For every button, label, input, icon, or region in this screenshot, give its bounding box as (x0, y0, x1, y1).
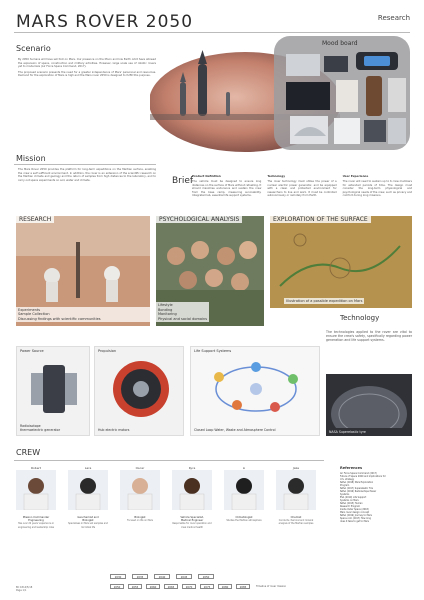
reference-line: ESA (2019) Life Support (340, 496, 367, 499)
crew-divider (14, 460, 324, 461)
reference-line: NASA (2018) Mars Exploration (340, 481, 374, 484)
timeline-year: 2040 (154, 574, 170, 579)
propulsion-panel (94, 346, 184, 436)
mission-heading: Mission (16, 154, 46, 163)
reference-line: Future of Space 2060 and implications for (340, 475, 386, 478)
timeline-year: 2085 (236, 584, 250, 589)
reference-line: NASA (2019) Journey to Mars (340, 514, 372, 517)
crew-portrait (120, 470, 160, 510)
reference-line: Systems on Mars (340, 499, 359, 502)
moodboard (150, 34, 412, 152)
technology-heading: Technology (340, 314, 380, 322)
psychology-panel (156, 216, 264, 326)
hub-motor-image (109, 357, 173, 421)
tyre-caption: NASA Superelastic tyre (329, 430, 366, 434)
power-source-caption (20, 424, 60, 432)
propulsion-caption: Hub electric motors (98, 428, 130, 432)
life-support-panel (190, 346, 320, 436)
timeline-note: Timeline of rover mission (256, 585, 287, 588)
timeline-year: 2045 (176, 574, 192, 579)
crew-card (68, 466, 108, 562)
exploration-heading: EXPLORATION OF THE SURFACE (270, 216, 371, 223)
reference-line: NASA (2015) Human (340, 502, 363, 505)
timeline-bottom (110, 584, 250, 589)
reference-line: does it take to get to Mars (340, 520, 369, 523)
power-source-caption-line: Radioisotope (20, 424, 41, 428)
timeline-top (110, 574, 214, 579)
crew-portrait (16, 470, 56, 510)
crew-role: Climatologist (235, 516, 253, 519)
timeline-year: 2035 (132, 574, 148, 579)
footer (16, 586, 32, 592)
superelastic-tyre-image (326, 374, 412, 428)
life-support-diagram (197, 357, 315, 421)
power-source-panel (16, 346, 90, 436)
crew-specialty: Biologist (82, 519, 94, 523)
brief-column (343, 174, 412, 198)
brief-column-text: The vehicle must be designed to ensure long distances on the surface of Mars without refuelling. It should maximise endurance and sustain the crew from the base camp, measuring survivability. Integrated lab, essential life support systems. (192, 180, 262, 198)
crew-role: Chemist (290, 516, 302, 519)
brief-column-text: The rover technology must utilise the power of a nuclear electric power generator, and be equipped with a clean and protected environment for researchers to live and work. It must be controlled autonomously or remotely from Earth. (267, 180, 337, 198)
crew-portrait (68, 470, 108, 510)
rtg-image (25, 359, 83, 419)
reference-line: U.S. strategy (340, 478, 355, 481)
timeline-year: 2050 (198, 574, 214, 579)
crew-note: Responsible for rover operation and crew medical health (172, 522, 212, 529)
scenario-text (18, 58, 156, 78)
crew-note: Specialises in Mars soil samples and microbial life (68, 522, 108, 529)
timeline-year: 2060 (146, 584, 160, 589)
reference-line: Research Program (340, 505, 360, 508)
reference-line: Systems (340, 493, 350, 496)
crew-name: Kyra (188, 466, 196, 470)
brief-column-heading: Technology (267, 174, 286, 178)
moodboard-heading: Mood board (322, 40, 358, 47)
crew-role: Geochemist and (77, 516, 99, 519)
reference-line: Mars rover design concept (340, 511, 370, 514)
research-heading: RESEARCH (16, 216, 54, 223)
timeline-year: 2030 (110, 574, 126, 579)
scenario-paragraph: By 2050 humans will have set foot on Mars. Our presence on the Moon and low Earth orbit have allowed the expansion of space, construction and military activities. However, large scale use of robotic rovers yet to modernize (Air Force Space Command, 2017). (18, 58, 156, 69)
brief-column-text: The rover will need to sustain up to 6 crew members for extended periods of time. The design must consider the long-term physiological and psychological needs of the crew, such as privacy and comfort during long missions. (342, 180, 412, 198)
reference-line: Air Force Space Command (2017) (340, 472, 377, 475)
crew-card (224, 466, 264, 562)
scenario-heading: Scenario (16, 44, 51, 53)
crew-specialty: Engineering (28, 519, 44, 523)
research-caption-line: Experiments (18, 307, 41, 312)
brief-column-heading: Product Definition (192, 174, 221, 178)
brief-column (192, 174, 261, 198)
crew-name: Oscar (135, 466, 145, 470)
references (340, 466, 416, 523)
crew-note: Focused on life on Mars (127, 519, 153, 523)
crew-specialty: Medical Engineer (180, 519, 204, 523)
crew-card (120, 466, 160, 562)
crew-card (172, 466, 212, 562)
reference-line: Program (340, 484, 350, 487)
exploration-map (270, 216, 412, 308)
psychology-caption (156, 302, 209, 322)
psychology-caption-line: Bonding (158, 307, 173, 312)
mission-divider (14, 164, 156, 165)
crew-portrait (224, 470, 264, 510)
brief-column (267, 174, 336, 198)
brief-columns (192, 174, 412, 198)
exploration-caption: Illustration of a possible expedition on Mars (286, 298, 363, 303)
crew-note: Studies the Martian atmosphere (226, 519, 262, 523)
crew-card (16, 466, 56, 562)
brief-column-heading: User Experience (342, 174, 369, 178)
crew-portrait (276, 470, 316, 510)
research-panel (16, 216, 150, 326)
power-source-label: Power Source (20, 349, 44, 353)
crew-note: Has over 20 years' experience in engineering and leadership roles (17, 522, 55, 529)
research-caption-line: Sample Collection (18, 312, 50, 317)
crew-heading: CREW (16, 448, 41, 457)
crew-note: Conducts chemical and mineral analysis of the Martian samples (278, 519, 314, 526)
tyre-panel (326, 374, 412, 436)
timeline-year: 2075 (200, 584, 214, 589)
psychology-caption-line: Physical and social domains (158, 316, 208, 321)
propulsion-label: Propulsion (98, 349, 117, 353)
references-heading: References (340, 466, 363, 470)
scenario-paragraph: The proposed scenario presents the need for a greater independence of Mars' personnel and resources. Demand for the exploration of Mars is high and the Mars rover 2050 is designed to fulfill this purpose. (18, 70, 156, 78)
reference-line: NASA (2017) Superelastic Tire (340, 487, 373, 490)
life-support-label: Life Support Systems (194, 349, 232, 353)
moodboard-image (150, 34, 412, 152)
crew-name: Lara (84, 466, 92, 470)
psychology-caption-line: Monitoring (158, 312, 177, 317)
category-tag: Research (377, 14, 410, 22)
crew-grid (16, 466, 316, 562)
timeline-year: 2050 (110, 584, 124, 589)
brief-heading: Brief (172, 176, 194, 186)
footer-line: Page 1/1 (16, 589, 27, 593)
psychology-caption-line: Lifestyle (158, 303, 173, 308)
crew-role: Vehicle Specialist, (180, 516, 204, 519)
reference-line: Inside Outer Space (2018) (340, 508, 369, 511)
crew-card (276, 466, 316, 562)
crew-role: Mission Commander (22, 516, 50, 519)
timeline-year: 2070 (182, 584, 196, 589)
power-source-caption-line: thermoelectric generator (20, 428, 61, 432)
life-support-caption: Closed Loop Water, Waste and Atmosphere Control (194, 428, 276, 432)
crew-name: Jake (292, 466, 300, 470)
mission-text: The Mars Rover 2050 provides the platform for long-term expeditions on the Martian surface, enabling the crew a self sufficient environment. In addition, the rover is an extension of the scientific research on the Martian climate and geology and the return of samples from high distances to the laboratory, and to carry out space experiments on soil, water and climate. (18, 168, 156, 182)
crew-role: Biologist (134, 516, 146, 519)
research-caption-line: Discussing findings with scientific communities (18, 316, 101, 321)
timeline-year: 2065 (164, 584, 178, 589)
timeline-year: 2080 (218, 584, 232, 589)
exploration-panel (270, 216, 412, 308)
page-title: MARS ROVER 2050 (16, 12, 194, 32)
crew-name: Robert (31, 466, 41, 470)
research-caption (16, 307, 150, 322)
technology-text: The technologies applied to the rover are vital to ensure the crew's safety, specifically regarding power generation and life support systems. (326, 330, 413, 343)
crew-portrait (172, 470, 212, 510)
header-divider (14, 32, 410, 33)
psychology-heading: PSYCHOLOGICAL ANALYSIS (156, 216, 242, 223)
crew-name: Li (242, 466, 246, 470)
reference-line: Space.com (2017) How long (340, 517, 371, 520)
reference-line: NASA (2016) Radioisotope Power (340, 490, 377, 493)
footer-line: BC 1814/5/18 (16, 586, 33, 589)
timeline-year: 2055 (128, 584, 142, 589)
